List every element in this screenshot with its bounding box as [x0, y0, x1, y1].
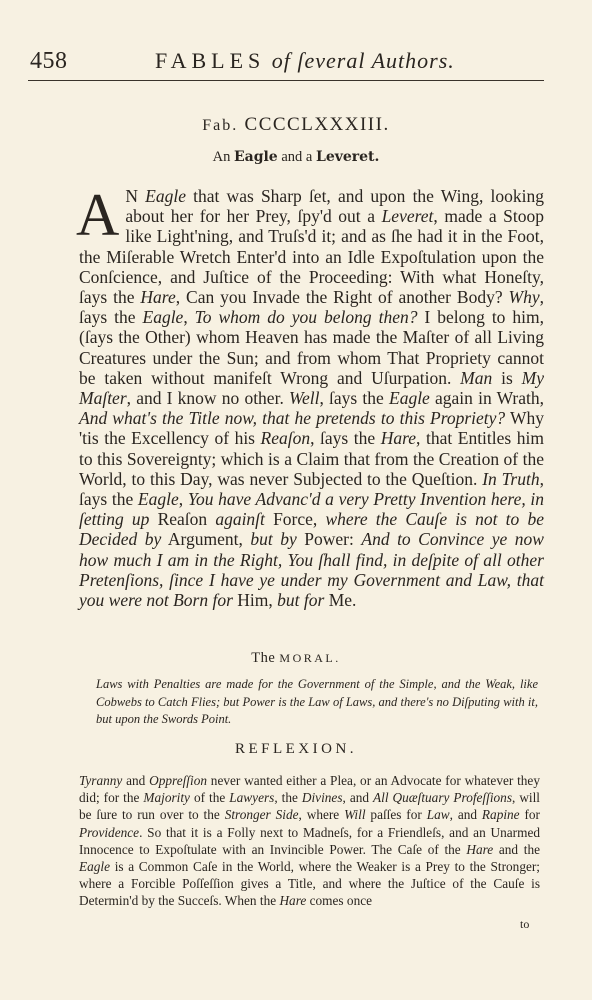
fable-body — [76, 182, 545, 611]
fable-text — [79, 186, 544, 610]
fable-title-eagle: Eagle — [233, 149, 278, 165]
reflexion-segment: Rapine — [481, 807, 520, 823]
fable-number-value: CCCCLXXXIII. — [244, 114, 390, 135]
fable-segment: Eagle — [145, 186, 186, 206]
fable-segment: againſt — [215, 509, 265, 530]
fable-segment: , — [178, 489, 188, 510]
moral-text: Laws with Penalties are made for the Government of the Simple, and the Weak, like Cobwebs to Catch Flies; but Power is the Law of Laws, and there's no Diſputing with it, but upon the Swords Point. — [96, 677, 538, 726]
reflexion-segment: , will be ſure to run over to the — [79, 790, 540, 823]
fable-segment: Reaſon — [260, 428, 311, 449]
fable-segment: Argument, — [161, 529, 251, 550]
fable-title — [0, 149, 592, 166]
running-title-rest: of ſeveral Authors. — [271, 48, 455, 73]
running-title-caps: FABLES — [155, 48, 266, 73]
reflexion-segment: , and — [449, 807, 482, 823]
header-rule — [28, 80, 544, 81]
reflexion-heading: REFLEXION. — [234, 741, 358, 757]
fable-segment: Power: — [296, 529, 362, 550]
reflexion-segment: Law — [426, 807, 450, 823]
fable-segment: Well — [289, 388, 320, 409]
reflexion-segment: Hare — [466, 841, 494, 857]
fable-segment: Him, — [232, 590, 278, 611]
fable-segment: Eagle — [142, 307, 184, 328]
reflexion-segment: . So that it is a Folly next to Madneſs, for a Friendleſs, and an Unarmed Innocence to Expoſtulate with an Invincible Power. The Caſe of the — [79, 824, 540, 857]
fable-segment: To whom do you belong then? — [194, 307, 418, 328]
reflexion-text — [79, 772, 540, 910]
moral-heading — [0, 650, 592, 667]
fable-segment: again in Wrath, — [429, 388, 544, 409]
fable-segment: is — [492, 367, 522, 388]
fable-segment: Why 'tis the Excellency of his — [79, 408, 545, 449]
reflexion-segment: for — [519, 807, 540, 823]
fable-segment: , Can you Invade the Right of another Body? — [175, 287, 509, 308]
fable-segment: but for — [277, 590, 325, 611]
reflexion-segment: Eagle — [79, 859, 111, 875]
fable-segment: Eagle — [389, 388, 430, 409]
fable-number-prefix: Fab. — [202, 117, 239, 134]
fable-title-pre: An — [212, 149, 231, 165]
drop-cap: A — [76, 182, 120, 248]
fable-segment: that was Sharp ſet, and upon the Wing, looking about her for her Prey, ſpy'd out a — [125, 186, 544, 227]
fable-segment: And to Convince ye now how much I am in the Right, You ſhall find, in deſpite of all other Pretenſions, ſince I have ye under my Government and Law, that you were not Born for — [79, 529, 544, 611]
reflexion-segment: Oppreſſion — [149, 773, 207, 788]
reflexion-segment: of the — [189, 790, 230, 806]
reflexion-segment: never wanted either a Plea, or an Advocate for whatever they did; for the — [79, 773, 540, 806]
fable-segment: Hare — [140, 287, 176, 308]
reflexion-segment: All Quæſtuary Profeſſions — [373, 790, 512, 806]
reflexion-segment: Hare — [279, 893, 307, 909]
reflexion-segment: , the — [274, 790, 302, 806]
page-number: 458 — [30, 48, 68, 74]
fable-segment: Reaſon — [149, 509, 216, 530]
fable-segment: Why — [508, 287, 540, 308]
moral-heading-word: MORAL. — [279, 651, 341, 665]
fable-segment: N — [125, 186, 146, 206]
fable-segment: where the Cauſe is not to be Decided by — [79, 509, 544, 550]
reflexion-segment: , where — [298, 807, 345, 823]
reflexion-segment: comes once — [306, 893, 373, 909]
reflexion-segment: Tyranny — [79, 773, 123, 788]
reflexion-segment: Will — [344, 807, 366, 823]
reflexion-segment: paſſes for — [365, 807, 427, 823]
running-title — [155, 48, 455, 74]
fable-segment: but by — [250, 529, 297, 550]
reflexion-segment: Lawyers — [229, 790, 275, 806]
fable-segment: , that Entitles him to this Sovereignty; which is a Claim that from the Creation of the World, to this Day, was never Subjected to the Queſtion. — [79, 428, 544, 489]
fable-segment: , ſays the — [79, 287, 544, 328]
catchword: to — [520, 917, 530, 931]
reflexion-segment: , and — [342, 790, 374, 806]
fable-paragraph — [76, 182, 545, 611]
fable-segment: I belong to him, (ſays the Other) whom Heaven has made the Maſter of all Living Creatures under the Sun; and from whom That Propriety cannot be taken without manifeſt Wrong and Uſurpation. — [79, 307, 544, 388]
reflexion-segment: and the — [493, 841, 540, 857]
fable-segment: , ſays the — [79, 468, 544, 510]
reflexion-segment: Providence — [79, 824, 140, 840]
moral-heading-pre: The — [251, 650, 276, 666]
reflexion-segment: and — [122, 773, 150, 788]
fable-segment: Man — [460, 367, 493, 388]
fable-segment: Hare — [380, 428, 417, 449]
fable-segment: In Truth — [482, 468, 540, 489]
reflexion-segment: is a Common Caſe in the World, where the Weaker is a Prey to the Stronger; where a Forcible Poſſeſſion gives a Title, and where the Juſtice of the Cauſe is Determin'd by the Succeſs. When the — [79, 859, 540, 909]
fable-segment: , ſays the — [310, 428, 381, 449]
fable-segment: , ſays the — [319, 388, 389, 409]
fable-title-mid: and a — [281, 149, 313, 165]
fable-number — [0, 114, 592, 136]
reflexion-segment: Divines — [301, 790, 343, 806]
fable-segment: Me. — [324, 590, 357, 611]
reflexion-segment: Majority — [143, 790, 190, 806]
fable-segment: And what's the Title now, that he pretends to this Propriety? — [79, 408, 506, 429]
reflexion-segment: Stronger Side — [224, 807, 299, 823]
fable-segment: Leveret — [381, 206, 434, 227]
fable-segment: Force, — [264, 509, 326, 530]
fable-title-leveret: Leveret. — [315, 149, 380, 165]
running-header — [0, 40, 592, 80]
fable-segment: , made a Stoop like Light'ning, and Truſs'd it; and as ſhe had it in the Foot, the Miſerable Wretch Enter'd into an Idle Expoſtulation upon the Conſcience, and Juſtice of the Proceeding: With what Honeſty, ſays the — [79, 206, 544, 308]
fable-segment: , and I know no other. — [126, 388, 290, 409]
fable-segment: My Maſter — [79, 367, 544, 409]
fable-segment: You have Advanc'd a very Pretty Invention here, in ſetting up — [79, 489, 545, 530]
fable-segment: , — [183, 307, 195, 328]
fable-segment: Eagle — [137, 489, 179, 510]
